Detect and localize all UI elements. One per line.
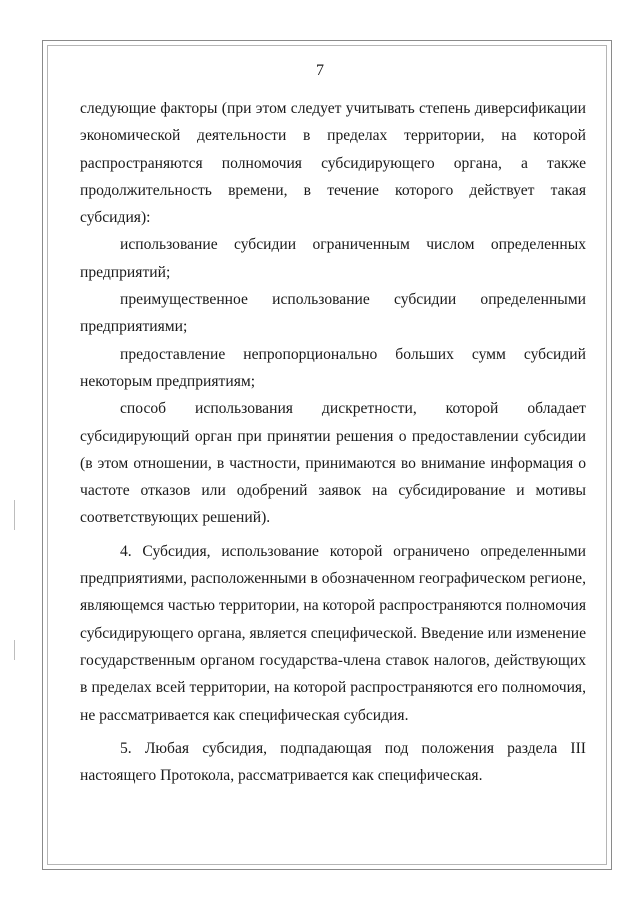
- paragraph-factor-predominant-use: преимущественное использование субсидии определенными предприятиями;: [80, 291, 586, 336]
- scan-artifact-left-lower: [14, 640, 15, 660]
- page-number: 7: [316, 62, 324, 79]
- paragraph-factor-disproportionate: предоставление непропорционально больших сумм субсидий некоторым предприятиям;: [80, 345, 586, 390]
- document-body: [80, 95, 586, 789]
- paragraph-factors-intro: следующие факторы (при этом следует учитывать степень диверсификации экономической деятельности в пределах территории, на которой распространяются полномочия субсидирующего органа, а также продолжительность времени, в течение которого действует такая субсидия):: [80, 100, 586, 227]
- paragraph-factor-discretion: способ использования дискретности, которой обладает субсидирующий орган при принятии решения о предоставлении субсидии (в этом отношении, в частности, принимаются во внимание информация о частоте отказов или одобрений заявок на субсидирование и мотивы соответствующих решений).: [80, 400, 586, 527]
- scan-artifact-left: [14, 500, 15, 530]
- paragraph-clause-4: 4. Субсидия, использование которой ограничено определенными предприятиями, расположенными в обозначенном географическом регионе, являющемся частью территории, на которой распространяются полномочия субсидирующего органа, является специфической. Введение или изменение государственным органом государства-члена ставок налогов, действующих в пределах всей территории, на которой распространяются его полномочия, не рассматривается как специфическая субсидия.: [80, 542, 586, 724]
- paragraph-clause-5: 5. Любая субсидия, подпадающая под положения раздела III настоящего Протокола, рассматривается как специфическая.: [80, 739, 586, 785]
- paragraph-factor-limited-number: использование субсидии ограниченным числом определенных предприятий;: [80, 236, 586, 281]
